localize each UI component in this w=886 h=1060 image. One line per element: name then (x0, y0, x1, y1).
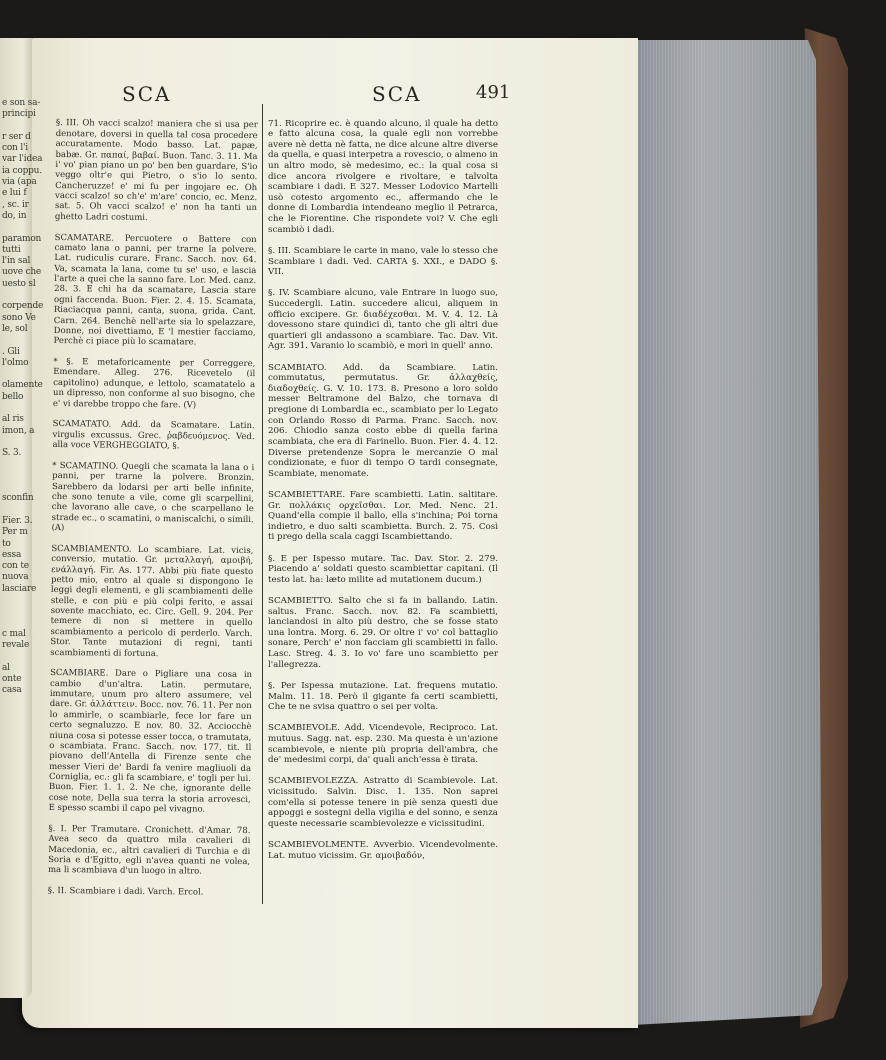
running-head-right: SCA (372, 82, 422, 106)
entry: SCAMBIEVOLEZZA. Astratto di Scambievole. Lat. vicissitudo. Salvin. Disc. 1. 135. Non saprei com'ella si potesse tenere in piè senza questi due appoggi e sostegni della vigilia e del sonno, e senza queste necessarie scambievolezze e vicissitudini. (268, 776, 498, 829)
entry: §. Per Ispessa mutazione. Lat. frequens mutatio. Malm. 11. 18. Però il gigante fa certi scambietti, Che te ne svisa quattro o sei per volta. (268, 680, 498, 713)
page-number: 491 (476, 82, 511, 103)
entry: 71. Ricoprire ec. è quando alcuno, il quale ha detto e fatto alcuna cosa, la quale egli non vorrebbe avere nè detta nè fatta, ne dice alcune altre diverse da quella, e quasi interpetra a rovescio, o almeno in un altro modo, sè medesimo, ec.: la qual cosa si dice ancora rivolgere e rivoltare, e talvolta scambiare i dadi. E 327. Messer Lodovico Martelli usò cotesto argomento ec., affermando che le donne di Lombardia intendeano meglio il Petrarca, che le Fiorentine. Che rispondete voi? V. Che egli scambiò i dadi. (268, 118, 498, 235)
entry: §. III. Scambiare le carte in mano, vale lo stesso che Scambiare i dadi. Ved. CARTA §. XXI., e DADO §. VII. (268, 245, 498, 278)
entry: SCAMBIEVOLMENTE. Avverbio. Vicendevolmente. Lat. mutuo vicissim. Gr. αμοιβαδόν, (268, 840, 498, 861)
left-page-text: e son sa- principi r ser d con l'i var l'idea ia coppu. via (apa e lui f , sc. ir do, in paramon tutti l'in sal uove che uesto sl corpende sono Ve le, sol . Gli l'olmo olamente bello al ris imon, a S. 3. sconfin Fier. 3. Per m to essa con te nuova lasciare c mal revale al onte casa (2, 98, 44, 696)
entry: §. E per Ispesso mutare. Tac. Dav. Stor. 2. 279. Piacendo a' soldati questo scambiettar capitani. (Il testo lat. ha: læto milite ad mutationem ducum.) (268, 553, 498, 585)
right-column (268, 108, 498, 872)
column-divider (262, 104, 263, 904)
entry: SCAMATATO. Add. da Scamatare. Latin. virgulis excussus. Grec. ῥαβδευόμενος. Ved. alla voce VERGHEGGIATO, §. (52, 419, 255, 452)
left-page-fragment (0, 38, 44, 998)
entry: §. II. Scambiare i dadi. Varch. Ercol. (47, 886, 204, 898)
entry: * SCAMATINO. Quegli che scamata la lana o i panni, per trarne la polvere. Bronzin. Sarebbero da lodarsi per arti belle infinite, che sono tenute a vile, come gli scarpellini, che lavorano alle cave, o che scarpellano le strade ec., o scamatini, o maniscalchi, o simili. (A) (51, 460, 255, 534)
entry: §. I. Per Tramutare. Cronichett. d'Amar. 78. Avea seco da quattro mila cavalieri di Macedonia, ec., altri cavalieri di Turchia e di Soria e d'Egitto, egli n'avea quanti ne volea, ma li scambiava d'un luogo in altro. (47, 823, 251, 877)
entry: * §. E metaforicamente per Correggere, Emendare. Alleg. 276. Ricevetelo (il capitolino) adunque, e lettolo, scamatatelo a un dipresso, non conforme al suo bisogno, che e' vi darebbe troppo che fare. (V) (52, 356, 256, 410)
entry: §. IV. Scambiare alcuno, vale Entrare in luogo suo, Succedergli. Latin. succedere alicui, aliquem in officio excipere. Gr. διαδέχεσθαι. M. V. 4. 12. Là dovessono stare quindici dì, tanto che gli altri due quartieri gli andassono a scambiare. Tac. Dav. Vit. Agr. 391. Varanio lo scambiò, e morì in quell' anno. (268, 288, 498, 352)
page-edges (632, 40, 832, 1025)
running-head-left: SCA (122, 82, 172, 106)
entry: SCAMBIARE. Dare o Pigliare una cosa in cambio d'un'altra. Latin. permutare, immutare, unum pro altero assumere, vel dare. Gr. ἀλλάττειν. Bocc. nov. 76. 11. Per non lo ammirle, o scambiarle, fece lor fare un certo segnaluzzo. E nov. 80. 32. Acciocchè niuna cosa si potesse esser tocca, o tramutata, o scambiata. Franc. Sacch. nov. 177. tit. Il piovano dell'Antella di Firenze sente che messer Vieri de' Bardi fa venire magliuoli da Corniglia, ec.: gli fa scambiare, e' togli per lui. Buon. Fier. 1. 1. 2. Ne che, ignorante delle cose note, Della sua terra la storia arrovesci, E spesso scambi il capo pel vivagno. (48, 668, 253, 815)
entry: SCAMBIETTARE. Fare scambietti. Latin. saltitare. Gr. πολλάκις ορχεῖσθαι. Lor. Med. Nenc. 21. Quand'ella compie il ballo, ella s'inchina; Poi torna indietro, e duo salti scambietta. Burch. 2. 75. Così ti prego della scala caggi Iscambiettando. (268, 489, 498, 543)
entry: SCAMATARE. Percuotere o Battere con camato lana o panni, per trarne la polvere. Lat. rudiculis curare. Franc. Sacch. nov. 64. Va, scamata la lana, come tu se' uso, e lascia l'arte a quei che la sanno fare. Lor. Med. canz. 28. 3. E chi ha da scamatare, Lascia stare ogni faccenda. Buon. Fier. 2. 4. 15. Scamata, Riaciacqua panni, canta, suona, grida. Cant. Carn. 264. Benchè nell'arte sia lo spelazzare, Donne, noi divettiamo, E 'l mestier facciamo, Perchè ci piace più lo scamatare. (53, 232, 257, 348)
entry: SCAMBIAMENTO. Lo scambiare. Lat. vicis, conversio, mutatio. Gr. μεταλλαγή, αμοιβή, ενάλλαγή. Fir. As. 177. Abbi più fiate questo petto mio, entro al quale si dispongono le leggi degli elementi, e gli scambiamenti delle stelle, e con più e più colpi ferito, e assai sovente macchiato, ec. Circ. Gell. 9. 204. Per temere di non si mettere in quello scambiamento a pericolo di perderlo. Varch. Stor. Tante mutazioni di regni, tanti scambiamenti di fortuna. (50, 543, 254, 659)
entry: §. III. Oh vacci scalzo! maniera che si usa per denotare, doversi in quella tal cosa procedere accuratamente. Modo basso. Lat. papæ, babæ. Gr. παπαί, βαβαί. Buon. Tanc. 3. 11. Ma i' vo' pian piano un po' ben ben guardare, S'io veggo oltr'e qui Pietro, o s'io lo sento. Cancheruzze! e' mi fu per ingojare ec. Oh vacci scalzo! so ch'e' m'are' concio, ec. Menz. sat. 5. Oh vacci scalzo! e' non ha tanti un ghetto Ladri costumi. (54, 118, 258, 223)
entry: SCAMBIATO. Add. da Scambiare. Latin. commutatus, permutatus. Gr. ἀλλαχθείς, διαδοχθείς. G. V. 10. 173. 8. Presono a loro soldo messer Beltramone del Balzo, che tornava di pregione di Lombardia ec., scambiato per lo Legato con Orlando Rosso di Parma. Franc. Sacch. nov. 206. Chiodio sanza costo ebbe di quella farina scambiata, che era di Farinello. Buon. Fier. 4. 4. 12. Diverse pretendenze Sopra le mercanzie O mal condizionate, e fuor di tempo O tardi consegnate, Scambiate, menomate. (268, 362, 498, 479)
entry: SCAMBIEVOLE. Add. Vicendevole, Reciproco. Lat. mutuus. Sagg. nat. esp. 230. Ma questa è un'azione scambievole, e niente più propria dell'ambra, che de' medesimi corpi, da' quali anch'essa è tirata. (268, 723, 498, 766)
left-column (48, 108, 258, 909)
entry: SCAMBIETTO. Salto che si fa in ballando. Latin. saltus. Franc. Sacch. nov. 82. Fa scambietti, lanciandosi in alto più destro, che se fosse stato una lontra. Morg. 6. 29. Or oltre i' vo' col battaglio sonare, Perch' e' non facciam gli scambietti in fallo. Lasc. Streg. 4. 3. Io vo' fare uno scambietto per l'allegrezza. (268, 596, 498, 670)
